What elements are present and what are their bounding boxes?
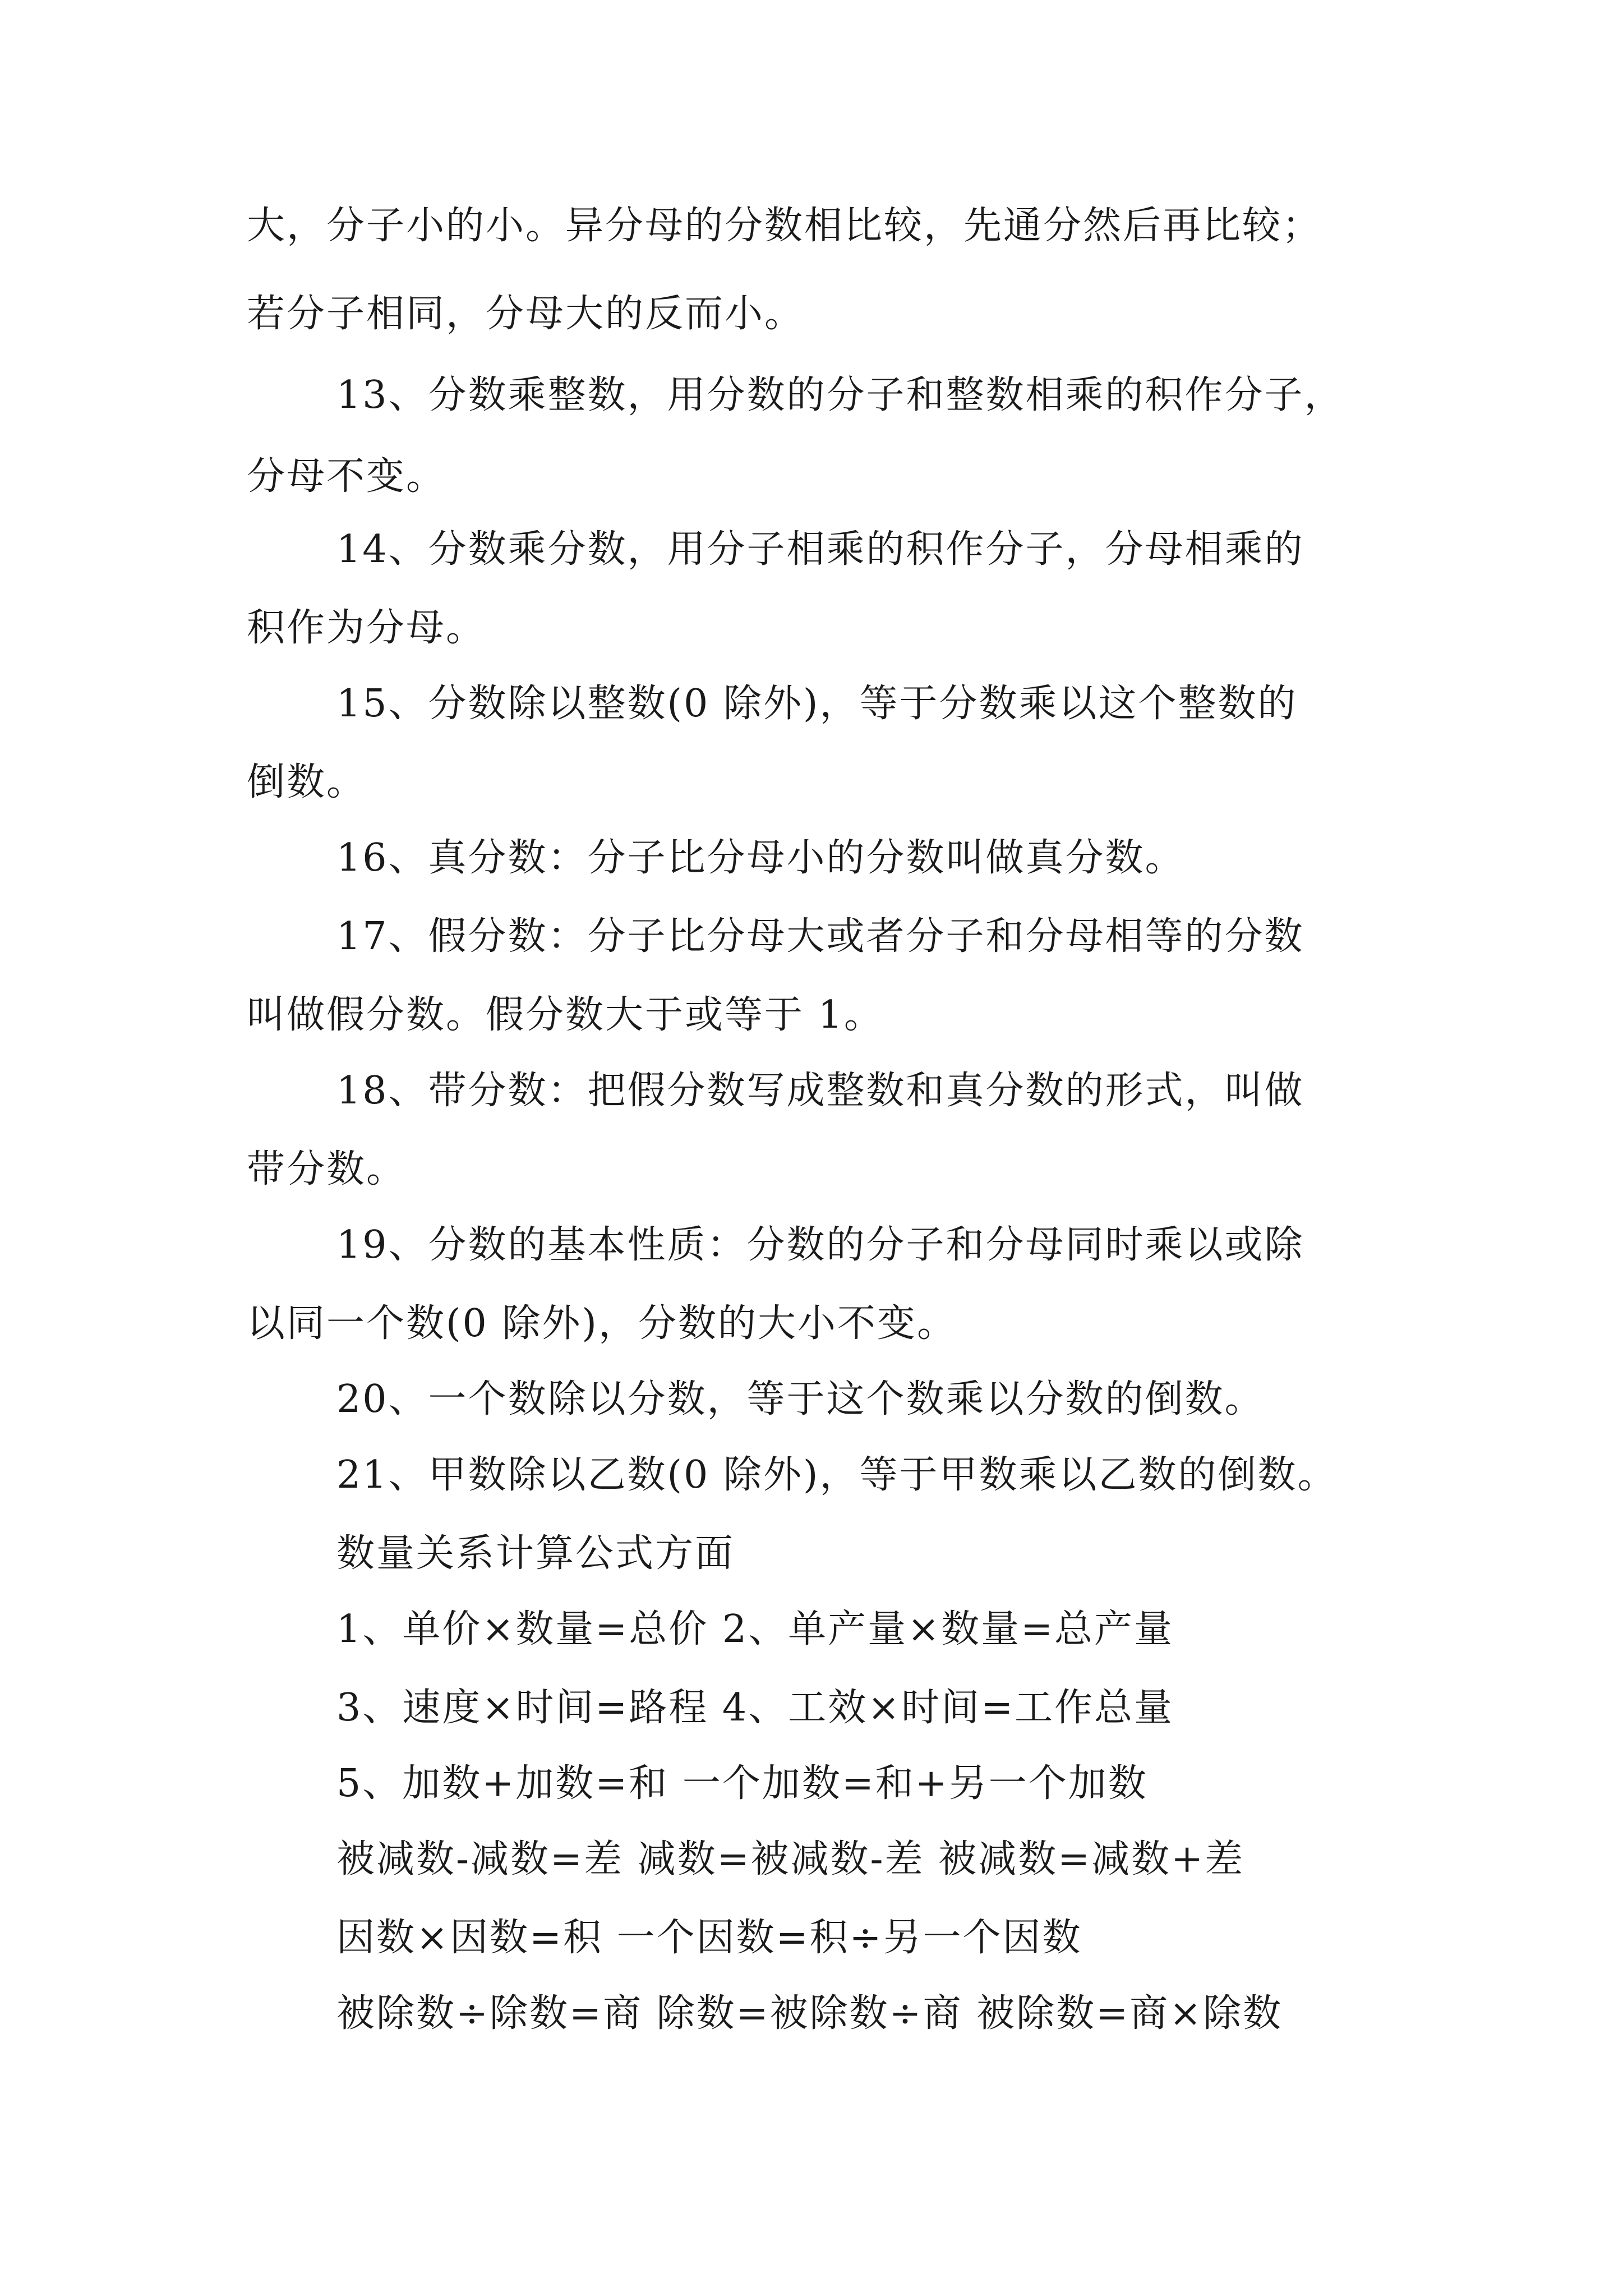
text-line: 20、一个数除以分数，等于这个数乘以分数的倒数。 xyxy=(336,1377,1265,1421)
text-line: 14、分数乘分数，用分子相乘的积作分子，分母相乘的 xyxy=(336,527,1304,572)
text-line: 分母不变。 xyxy=(247,454,446,499)
text-line: 积作为分母。 xyxy=(247,606,486,650)
text-line: 倒数。 xyxy=(247,760,367,804)
text-line: 18、带分数：把假分数写成整数和真分数的形式，叫做 xyxy=(336,1069,1304,1113)
text-line: 叫做假分数。假分数大于或等于 1。 xyxy=(247,993,884,1037)
formula-line: 被除数÷除数=商 除数=被除数÷商 被除数=商×除数 xyxy=(336,1991,1283,2036)
text-line: 大，分子小的小。异分母的分数相比较，先通分然后再比较； xyxy=(247,204,1322,248)
formula-line: 5、加数+加数=和 一个加数=和+另一个加数 xyxy=(336,1761,1148,1806)
formula-line: 3、速度×时间=路程 4、工效×时间=工作总量 xyxy=(336,1686,1174,1730)
text-line: 以同一个数(0 除外)，分数的大小不变。 xyxy=(247,1301,957,1346)
text-line: 带分数。 xyxy=(247,1147,407,1191)
text-line: 16、真分数：分子比分母小的分数叫做真分数。 xyxy=(336,836,1185,880)
formula-line: 因数×因数=积 一个因数=积÷另一个因数 xyxy=(336,1916,1082,1960)
text-line: 19、分数的基本性质：分数的分子和分母同时乘以或除 xyxy=(336,1223,1304,1267)
formula-line: 1、单价×数量=总价 2、单产量×数量=总产量 xyxy=(336,1607,1174,1651)
text-line: 15、分数除以整数(0 除外)，等于分数乘以这个整数的 xyxy=(336,682,1298,726)
text-line: 21、甲数除以乙数(0 除外)，等于甲数乘以乙数的倒数。 xyxy=(336,1453,1338,1497)
section-heading: 数量关系计算公式方面 xyxy=(336,1531,735,1576)
formula-line: 被减数-减数=差 减数=被减数-差 被减数=减数+差 xyxy=(336,1837,1245,1881)
text-line: 17、假分数：分子比分母大或者分子和分母相等的分数 xyxy=(336,914,1304,959)
text-line: 若分子相同，分母大的反而小。 xyxy=(247,292,805,336)
text-line: 13、分数乘整数，用分数的分子和整数相乘的积作分子， xyxy=(336,373,1344,417)
